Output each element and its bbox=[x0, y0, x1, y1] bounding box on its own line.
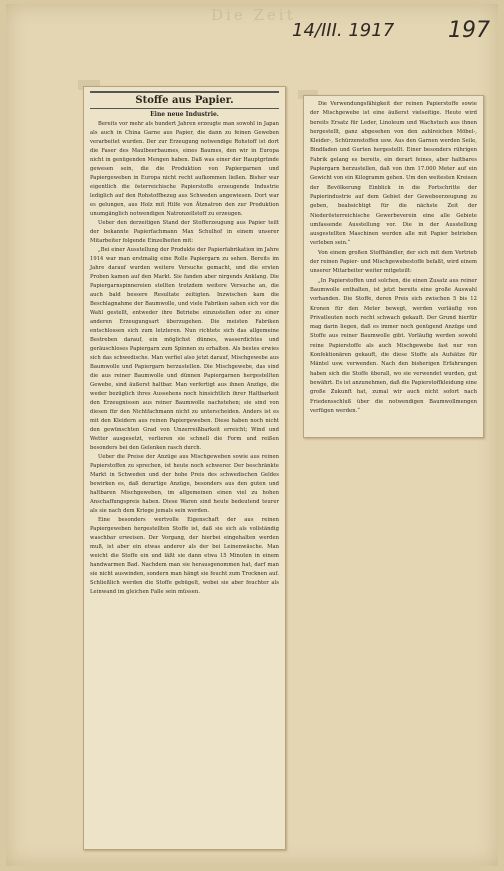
handwritten-page-number: 197 bbox=[448, 18, 490, 43]
clipping-right bbox=[303, 95, 484, 438]
article-subtitle: Eine neue Industrie. bbox=[150, 111, 219, 118]
clipping-left bbox=[83, 86, 286, 850]
paragraph: Von einem großen Stoffhändler, der sich mit dem Vertrieb der reinen Papier- und Mischgewebestoffe befaßt, wird einem unserer Mitarbeiter weiter mitgeteilt: bbox=[310, 249, 477, 275]
article-title: Stoffe aus Papier. bbox=[90, 91, 279, 109]
paragraph: „Bei einer Ausstellung der Produkte der Papierfabrikation im Jahre 1914 war man erstmalig eine Rolle Papiergarn zu sehen. Bereits im Jahre darauf wurden weitere Versuche gemacht, und die ersten Proben kamen auf den Markt. Sie fanden aber nirgends Anklang. Die Papiergarnspinnereien stellten trotzdem weitere Versuche an, die auch bald bessere Resultate zeitigten. Inzwischen kam die Beschlagnahme der Baumwolle, und viele Fabriken sahen sich vor die Wahl gestellt, entweder ihre Betriebe einzustellen oder zu einer anderen Erzeugungsart überzugehen. Die meisten Fabriken entschlossen sich zum letzteren. Nun richtete sich das allgemeine Bestreben darauf, ein möglichst dünnes, wasserdichtes und geräuschloses Papiergarn zum Spinnen zu erhalten. Als bestes erwies sich das schwedische. Man verfiel also jetzt darauf, Mischgewebe aus Baumwolle und Papiergarn herzustellen. Die Mischgewebe, das sind die aus reiner Baumwolle und dünnen Papiergarnen hergestellten Gewebe, sind äußerst haltbar. Man verfertigt aus ihnen Anzüge, die weder bezüglich ihres Aussehens noch hinsichtlich ihrer Haltbarkeit den Erzeugnissen aus reiner Baumwolle nachstehen; sie sind von diesen für den Nichtfachmann nicht zu unterscheiden. Anders ist es mit den Kleidern aus reinen Papiergeweben. Diese haben noch nicht den gewünschten Grad von Unzerreißbarkeit erreicht; Wind und Wetter ausgesetzt, verlieren sie schnell die Form und reißen besonders bei den Gelenken rasch durch. bbox=[90, 247, 279, 451]
paragraph: Eine besonders wertvolle Eigenschaft der aus reinen Papiergeweben hergestellten Stoffe ist, daß sie sich als vollständig waschbar erweisen. Der Vorgang, der hierbei eingehalten werden muß, ist aber ein etwas anderer als der bei Leinenwäsche. Man weicht die Stoffe ein und läßt sie dann etwa 15 Minuten in einem handwarmen Bad. Nachdem man sie herausgenommen hat, darf man sie nicht auswinden, sondern man hängt sie feucht zum Trocknen auf. Schließlich werden die Stoffe gebügelt, wobei sie aber feuchter als Leinwand im gleichen Falle sein müssen. bbox=[90, 517, 279, 595]
paragraph: „In Papierstoffen und solchen, die einen Zusatz aus reiner Baumwolle enthalten, ist jetzt bereits eine große Auswahl vorhanden. Die Stoffe, deren Preis sich zwischen 5 bis 12 Kronen für den Meter bewegt, werden vorläufig von Privatleuten noch recht schwach gekauft. Der Grund hierfür mag darin liegen, daß es immer noch genügend Anzüge und Stoffe aus reiner Baumwolle gibt. Vorläufig werden sowohl reine Papierstoffe als auch Mischgewebe fast nur von Konfektionären gekauft, die diese Stoffe als Aufsätze für Mäntel usw. verwenden. Nach den bisherigen Erfahrungen haben sich die Stoffe überall, wo sie verwendet wurden, gut bewährt. Es ist anzunehmen, daß die Papierstoffkleidung eine große Zukunft hat, zumal wir auch nicht sofort nach Friedensschluß über die notwendigen Baumwollmengen verfügen werden.“ bbox=[310, 277, 477, 414]
paragraph: Die Verwendungsfähigkeit der reinen Papierstoffe sowie der Mischgewebe ist eine äußerst vielseitige. Heute wird bereits Ersatz für Leder, Linoleum und Wachstuch aus ihnen hergestellt, ganz abgesehen von den zahlreichen Möbel-, Kleider-, Schürzenstoffen usw. Aus den Garnen werden Seile, Bindfaden und Gurten hergestellt. Einer besonders rührigen Fabrik gelang es bereits, ein derart feines, aber haltbares Papiergarn herzustellen, daß von ihm 17.000 Meter auf ein Gewicht von ein Kilogramm gehen. Um den weitesten Kreisen der Bevölkerung Einblick in die Fortschritte der Papierindustrie auf dem Gebiet der Gewebeerzeugung zu geben, beabsichtigt für die nächste Zeit der Niederösterreichische Gewerbeverein eine alle Gebiete umfassende Ausstellung vor. Die in der Ausstellung ausgestellten Maschinen werden alle mit Papier betrieben verleben sein.“ bbox=[310, 101, 477, 247]
paragraph: Ueber die Preise der Anzüge aus Mischgeweben sowie aus reinen Papierstoffen zu sprechen, ist heute noch schwerer. Der beschränkte Markt in Schweden und der hohe Preis des schwedischen Geldes bewirken es, daß derartige Anzüge, besonders aus den guten und haltbaren Mischgeweben, im allgemeinen einen viel zu hohen Anschaffungspreis haben. Diese Waren sind heute bedeutend teurer als sie nach dem Kriege jemals sein werden. bbox=[90, 454, 279, 514]
paragraph: Bereits vor mehr als hundert Jahren erzeugte man sowohl in Japan als auch in China Garne aus Papier, die dann zu feinen Geweben verarbeitet wurden. Der zur Erzeugung notwendige Rohstoff ist dort die Faser des Maulbeerbaumes, eines Baumes, den wir in Europa nicht in genügenden Mengen haben. Daß was einer der Hauptgründe gewesen sein, die die Produktion von Papiergarnen und Papiergeweben in Europa nicht recht aufkommen ließen. Bisher war eigentlich die österreichische Papierstoffe erzeugende Industrie lediglich auf den Rohstoffbezug aus Schweden angewiesen. Dort war es gelungen, aus Holz mit Hilfe von Ätznatron den zur Produktion unumgänglich notwendigen Natronzellstoff zu erzeugen. bbox=[90, 121, 279, 217]
faded-newspaper-header: Die Zeit bbox=[211, 6, 296, 24]
handwritten-date: 14/III. 1917 bbox=[292, 20, 395, 41]
paragraph: Ueber den derzeitigen Stand der Stofferzeugung aus Papier teilt der bekannte Papierfachmann Max Schulhof in einem unserer Mitarbeiter folgende Einzelheiten mit: bbox=[90, 220, 279, 244]
